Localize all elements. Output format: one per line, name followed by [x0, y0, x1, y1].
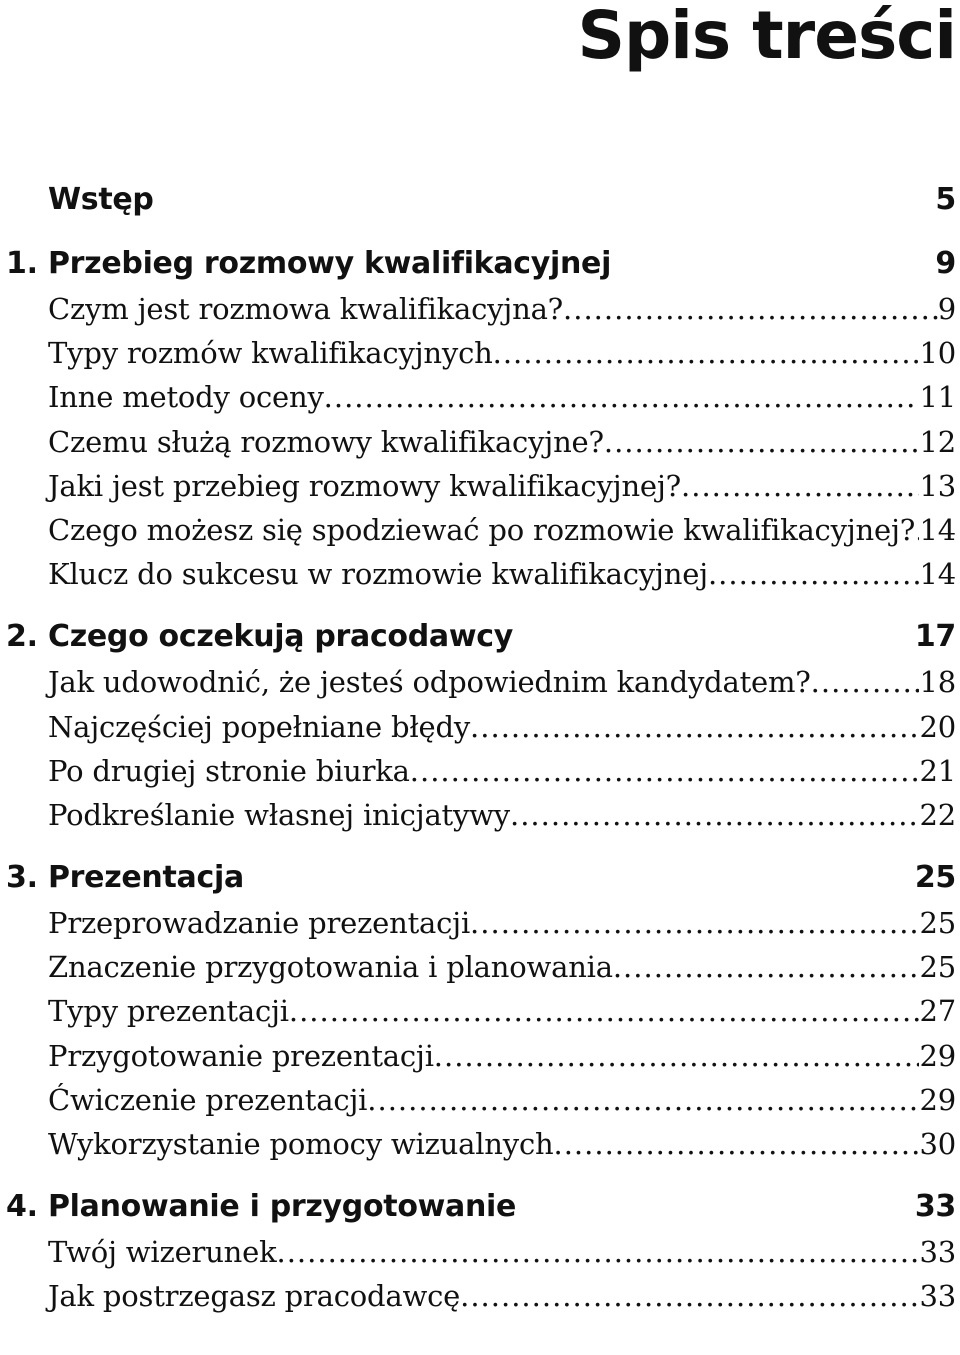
toc-entry[interactable]: [0, 994, 960, 1038]
entry-title: Czego możesz się spodziewać po rozmowie kwalifikacyjnej?: [48, 512, 916, 547]
toc-entry[interactable]: [0, 469, 960, 513]
chapter-title: Przebieg rozmowy kwalifikacyjnej: [48, 246, 612, 281]
page-title: Spis treści: [577, 0, 956, 74]
dot-leader: [613, 950, 920, 984]
entry-page: 22: [919, 797, 956, 832]
chapter-page: 9: [935, 246, 956, 281]
dot-leader: [510, 798, 920, 832]
chapter-title: Planowanie i przygotowanie: [48, 1189, 517, 1225]
entry-title: Typy rozmów kwalifikacyjnych: [48, 336, 493, 371]
toc-entry[interactable]: [0, 513, 960, 557]
toc-heading-chapter-1[interactable]: [0, 246, 960, 292]
entry-page: 10: [919, 336, 956, 371]
chapter-title: Wstęp: [48, 182, 154, 217]
toc-heading-chapter-2[interactable]: [0, 619, 960, 665]
entry-page: 25: [919, 906, 956, 941]
dot-leader: [277, 1235, 920, 1269]
chapter-page: 25: [914, 860, 956, 896]
entry-title: Inne metody oceny: [48, 380, 324, 415]
dot-leader: [470, 710, 919, 744]
entry-title: Typy prezentacji: [48, 994, 289, 1029]
toc-heading-chapter-4[interactable]: [0, 1189, 960, 1235]
entry-page: 20: [919, 709, 956, 744]
entry-title: Po drugiej stronie biurka: [48, 753, 410, 788]
toc-entry[interactable]: [0, 1279, 960, 1323]
toc-entry[interactable]: [0, 754, 960, 798]
entry-page: 25: [919, 950, 956, 985]
entry-page: 18: [919, 665, 956, 700]
entry-title: Przygotowanie prezentacji: [48, 1038, 434, 1073]
chapter-title: Prezentacja: [48, 860, 244, 896]
dot-leader: [324, 380, 920, 414]
entry-page: 9: [937, 292, 956, 326]
entry-page: 33: [919, 1235, 956, 1270]
toc-entry[interactable]: [0, 336, 960, 380]
entry-page: 27: [919, 994, 956, 1029]
dot-leader: [681, 469, 919, 503]
toc-entry[interactable]: [0, 906, 960, 950]
dot-leader: [289, 994, 920, 1028]
table-of-contents: [0, 182, 960, 1324]
entry-page: 29: [919, 1038, 956, 1073]
toc-entry[interactable]: [0, 665, 960, 709]
entry-page: 13: [919, 468, 956, 503]
toc-heading-chapter-3[interactable]: [0, 860, 960, 906]
dot-leader: [434, 1039, 920, 1073]
dot-leader: [708, 557, 920, 591]
toc-entry[interactable]: [0, 425, 960, 469]
toc-entry[interactable]: [0, 1127, 960, 1171]
chapter-page: 17: [914, 619, 956, 655]
entry-title: Znaczenie przygotowania i planowania: [48, 950, 613, 985]
chapter-number: 1.: [6, 246, 38, 281]
entry-title: Jak udowodnić, że jesteś odpowiednim kandydatem?: [48, 665, 811, 700]
entry-title: Podkreślanie własnej inicjatywy: [48, 797, 510, 832]
toc-entry[interactable]: [0, 710, 960, 754]
toc-entry[interactable]: [0, 798, 960, 842]
toc-entry[interactable]: [0, 380, 960, 424]
entry-title: Wykorzystanie pomocy wizualnych: [48, 1127, 554, 1161]
entry-title: Jaki jest przebieg rozmowy kwalifikacyjnej?: [48, 468, 682, 503]
entry-title: Klucz do sukcesu w rozmowie kwalifikacyjnej: [48, 557, 708, 592]
chapter-page: 33: [914, 1189, 956, 1225]
dot-leader: [604, 425, 920, 459]
entry-page: 11: [919, 380, 956, 415]
entry-page: 29: [919, 1082, 956, 1117]
entry-page: 33: [919, 1279, 956, 1314]
entry-page: 14: [919, 512, 956, 547]
toc-entry[interactable]: [0, 292, 960, 336]
entry-title: Najczęściej popełniane błędy: [48, 709, 471, 744]
dot-leader: [554, 1127, 920, 1161]
chapter-number: 2.: [6, 619, 38, 655]
entry-title: Twój wizerunek: [48, 1235, 277, 1270]
dot-leader: [493, 336, 920, 370]
entry-title: Jak postrzegasz pracodawcę: [48, 1279, 461, 1314]
chapter-page: 5: [935, 182, 956, 217]
entry-page: 21: [919, 753, 956, 788]
chapter-title: Czego oczekują pracodawcy: [48, 619, 514, 655]
chapter-number: 3.: [6, 860, 38, 896]
dot-leader: [470, 906, 919, 940]
toc-entry[interactable]: [0, 557, 960, 601]
dot-leader: [563, 292, 938, 326]
toc-entry[interactable]: [0, 1039, 960, 1083]
toc-entry[interactable]: [0, 950, 960, 994]
toc-entry[interactable]: [0, 1083, 960, 1127]
toc-entry[interactable]: [0, 1235, 960, 1279]
dot-leader: [367, 1083, 919, 1117]
entry-page: 14: [919, 557, 956, 592]
entry-title: Czemu służą rozmowy kwalifikacyjne?: [48, 424, 604, 459]
toc-heading-intro[interactable]: [0, 182, 960, 228]
entry-title: Przeprowadzanie prezentacji: [48, 906, 471, 941]
entry-title: Ćwiczenie prezentacji: [48, 1082, 368, 1117]
dot-leader: [811, 665, 920, 699]
dot-leader: [460, 1279, 919, 1313]
entry-title: Czym jest rozmowa kwalifikacyjna?: [48, 292, 564, 326]
entry-page: 30: [919, 1127, 956, 1161]
entry-page: 12: [919, 424, 956, 459]
dot-leader: [410, 754, 920, 788]
chapter-number: 4.: [6, 1189, 38, 1225]
